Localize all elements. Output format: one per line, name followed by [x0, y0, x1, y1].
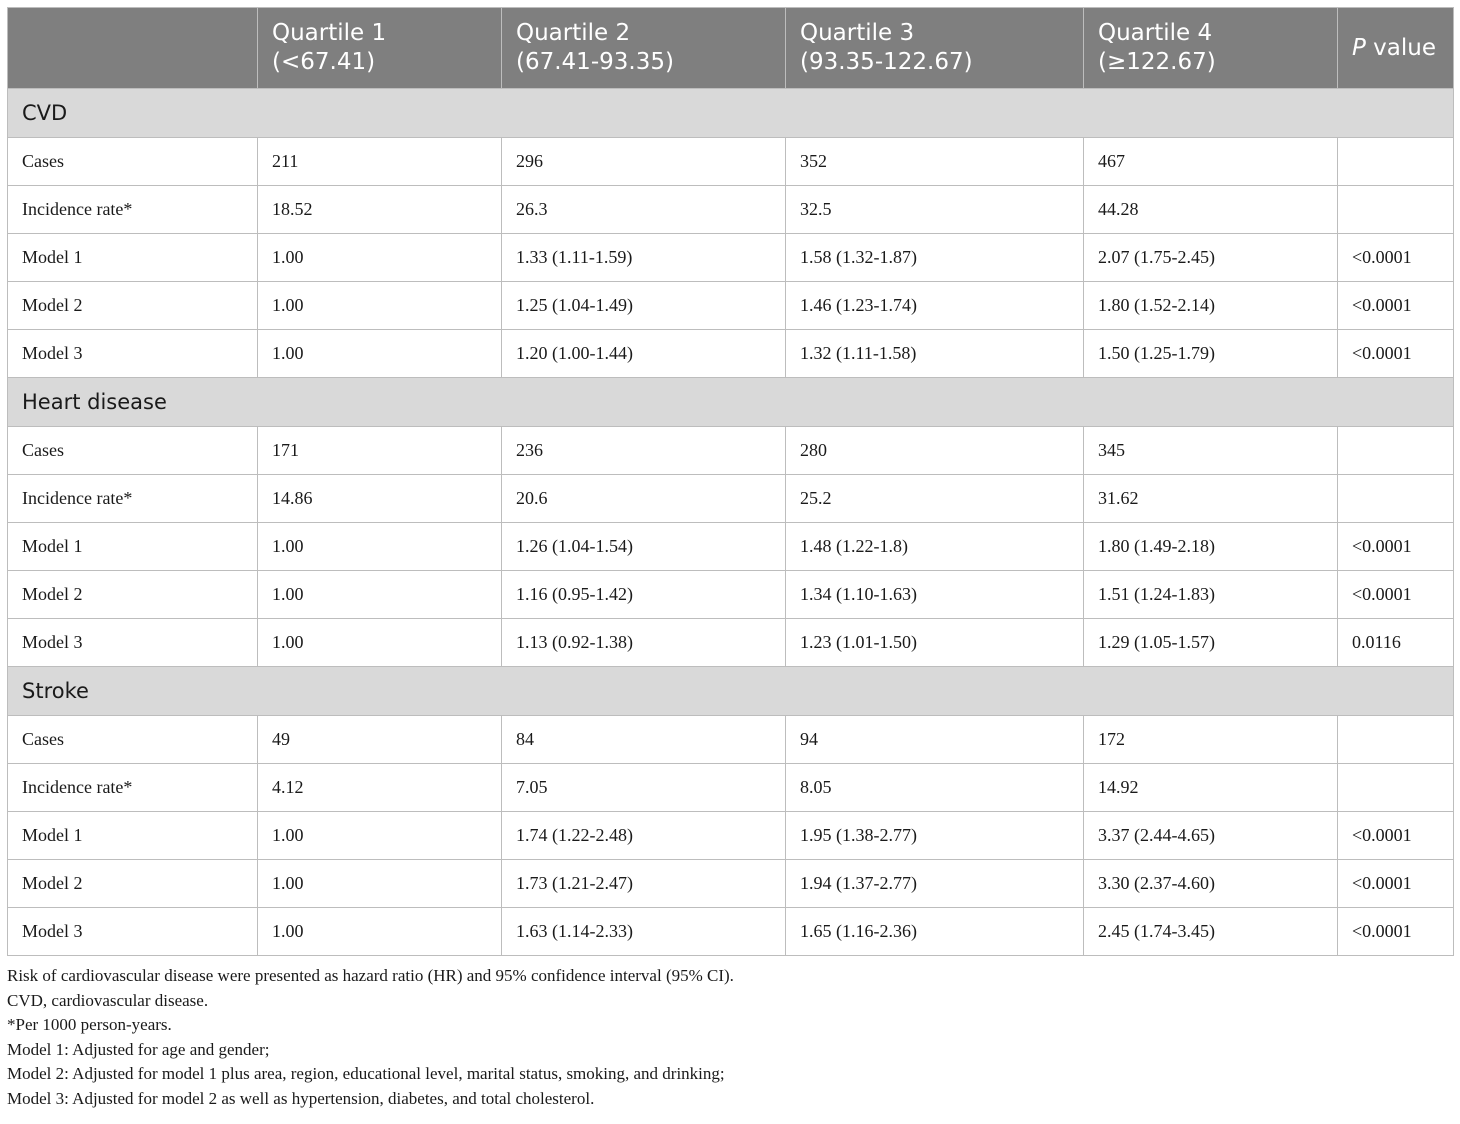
- header-empty-cell: [8, 8, 258, 89]
- header-quartile-4-range: (≥122.67): [1098, 49, 1216, 75]
- cell-q1: 171: [258, 427, 502, 475]
- cell-q1: 1.00: [258, 330, 502, 378]
- cell-q1: 1.00: [258, 908, 502, 956]
- cell-p-value: [1338, 138, 1454, 186]
- table-row: [8, 427, 1454, 475]
- cell-q1: 1.00: [258, 619, 502, 667]
- header-quartile-4-name: Quartile 4: [1098, 20, 1213, 46]
- row-label: Incidence rate*: [8, 475, 258, 523]
- table-row: [8, 812, 1454, 860]
- row-label: Model 1: [8, 523, 258, 571]
- cell-p-value: <0.0001: [1338, 234, 1454, 282]
- cell-q2: 1.25 (1.04-1.49): [502, 282, 786, 330]
- footnote: Model 3: Adjusted for model 2 as well as hypertension, diabetes, and total cholesterol.: [7, 1088, 595, 1108]
- cell-q2: 7.05: [502, 764, 786, 812]
- cell-q1: 1.00: [258, 860, 502, 908]
- cell-q1: 1.00: [258, 282, 502, 330]
- header-quartile-1-range: (<67.41): [272, 49, 376, 75]
- header-quartile-2: [502, 8, 786, 89]
- footnote: Model 1: Adjusted for age and gender;: [7, 1039, 270, 1059]
- cell-q4: 31.62: [1084, 475, 1338, 523]
- cell-q2: 1.33 (1.11-1.59): [502, 234, 786, 282]
- cell-q2: 1.26 (1.04-1.54): [502, 523, 786, 571]
- table-row: [8, 475, 1454, 523]
- results-table-container: [7, 7, 1453, 1112]
- cell-p-value: <0.0001: [1338, 908, 1454, 956]
- cell-q4: 1.80 (1.49-2.18): [1084, 523, 1338, 571]
- row-label: Incidence rate*: [8, 764, 258, 812]
- cell-p-value: <0.0001: [1338, 860, 1454, 908]
- table-row: [8, 716, 1454, 764]
- cell-q4: 3.30 (2.37-4.60): [1084, 860, 1338, 908]
- section-title: Stroke: [8, 667, 1454, 716]
- cell-q2: 26.3: [502, 186, 786, 234]
- cell-q1: 1.00: [258, 571, 502, 619]
- cell-q2: 236: [502, 427, 786, 475]
- header-quartile-4: [1084, 8, 1338, 89]
- row-label: Model 2: [8, 571, 258, 619]
- header-quartile-2-name: Quartile 2: [516, 20, 631, 46]
- row-label: Model 3: [8, 619, 258, 667]
- footnote: CVD, cardiovascular disease.: [7, 990, 209, 1010]
- cell-q3: 94: [786, 716, 1084, 764]
- cell-p-value: [1338, 186, 1454, 234]
- footnote: *Per 1000 person-years.: [7, 1015, 172, 1035]
- footnote: Risk of cardiovascular disease were presented as hazard ratio (HR) and 95% confidence interval (95% CI).: [7, 966, 734, 985]
- cell-p-value: <0.0001: [1338, 571, 1454, 619]
- cell-q3: 25.2: [786, 475, 1084, 523]
- cell-q3: 1.32 (1.11-1.58): [786, 330, 1084, 378]
- row-label: Model 1: [8, 234, 258, 282]
- cell-q1: 211: [258, 138, 502, 186]
- header-quartile-1-name: Quartile 1: [272, 20, 387, 46]
- cell-p-value: [1338, 475, 1454, 523]
- cell-q3: 1.23 (1.01-1.50): [786, 619, 1084, 667]
- cell-q2: 1.63 (1.14-2.33): [502, 908, 786, 956]
- cell-q1: 1.00: [258, 523, 502, 571]
- cell-q1: 49: [258, 716, 502, 764]
- cell-q3: 1.65 (1.16-2.36): [786, 908, 1084, 956]
- cell-q3: 280: [786, 427, 1084, 475]
- cell-q2: 1.20 (1.00-1.44): [502, 330, 786, 378]
- cell-q3: 1.95 (1.38-2.77): [786, 812, 1084, 860]
- cell-q2: 1.13 (0.92-1.38): [502, 619, 786, 667]
- cell-q2: 1.74 (1.22-2.48): [502, 812, 786, 860]
- cell-q4: 467: [1084, 138, 1338, 186]
- cell-q2: 20.6: [502, 475, 786, 523]
- table-row: [8, 764, 1454, 812]
- cell-q4: 14.92: [1084, 764, 1338, 812]
- row-label: Model 2: [8, 282, 258, 330]
- cell-q3: 32.5: [786, 186, 1084, 234]
- cell-q3: 1.34 (1.10-1.63): [786, 571, 1084, 619]
- hazard-ratio-table: [7, 7, 1454, 956]
- table-row: [8, 860, 1454, 908]
- cell-p-value: [1338, 716, 1454, 764]
- cell-q3: 352: [786, 138, 1084, 186]
- cell-q2: 1.73 (1.21-2.47): [502, 860, 786, 908]
- cell-q4: 1.29 (1.05-1.57): [1084, 619, 1338, 667]
- table-row: [8, 282, 1454, 330]
- header-p-value-word: value: [1365, 34, 1437, 61]
- cell-p-value: 0.0116: [1338, 619, 1454, 667]
- cell-p-value: [1338, 764, 1454, 812]
- table-row: [8, 330, 1454, 378]
- cell-q1: 18.52: [258, 186, 502, 234]
- table-row: [8, 571, 1454, 619]
- cell-q3: 8.05: [786, 764, 1084, 812]
- cell-q4: 1.50 (1.25-1.79): [1084, 330, 1338, 378]
- cell-q4: 44.28: [1084, 186, 1338, 234]
- row-label: Cases: [8, 427, 258, 475]
- table-body: [8, 89, 1454, 956]
- section-title: CVD: [8, 89, 1454, 138]
- section-row-stroke: [8, 667, 1454, 716]
- footnote: Model 2: Adjusted for model 1 plus area, region, educational level, marital status, smoking, and drinking;: [7, 1064, 725, 1084]
- header-p-value: [1338, 8, 1454, 89]
- row-label: Model 3: [8, 330, 258, 378]
- section-title: Heart disease: [8, 378, 1454, 427]
- table-footnotes: [7, 964, 1453, 1112]
- cell-q4: 1.51 (1.24-1.83): [1084, 571, 1338, 619]
- row-label: Model 1: [8, 812, 258, 860]
- table-row: [8, 138, 1454, 186]
- cell-q4: 3.37 (2.44-4.65): [1084, 812, 1338, 860]
- header-quartile-2-range: (67.41-93.35): [516, 49, 674, 75]
- cell-q1: 1.00: [258, 234, 502, 282]
- table-header: [8, 8, 1454, 89]
- table-row: [8, 523, 1454, 571]
- section-row-cvd: [8, 89, 1454, 138]
- header-p-letter: P: [1352, 34, 1366, 61]
- cell-q2: 84: [502, 716, 786, 764]
- cell-q4: 172: [1084, 716, 1338, 764]
- header-quartile-3-range: (93.35-122.67): [800, 49, 973, 75]
- table-row: [8, 234, 1454, 282]
- cell-q1: 14.86: [258, 475, 502, 523]
- cell-p-value: <0.0001: [1338, 330, 1454, 378]
- cell-p-value: <0.0001: [1338, 523, 1454, 571]
- cell-q1: 1.00: [258, 812, 502, 860]
- cell-q1: 4.12: [258, 764, 502, 812]
- cell-q4: 1.80 (1.52-2.14): [1084, 282, 1338, 330]
- header-quartile-3-name: Quartile 3: [800, 20, 915, 46]
- row-label: Incidence rate*: [8, 186, 258, 234]
- header-quartile-1: [258, 8, 502, 89]
- row-label: Model 2: [8, 860, 258, 908]
- header-row: [8, 8, 1454, 89]
- cell-q3: 1.46 (1.23-1.74): [786, 282, 1084, 330]
- cell-p-value: <0.0001: [1338, 282, 1454, 330]
- table-row: [8, 908, 1454, 956]
- cell-q4: 2.45 (1.74-3.45): [1084, 908, 1338, 956]
- cell-p-value: <0.0001: [1338, 812, 1454, 860]
- cell-p-value: [1338, 427, 1454, 475]
- cell-q2: 1.16 (0.95-1.42): [502, 571, 786, 619]
- table-row: [8, 186, 1454, 234]
- cell-q3: 1.58 (1.32-1.87): [786, 234, 1084, 282]
- header-quartile-3: [786, 8, 1084, 89]
- cell-q2: 296: [502, 138, 786, 186]
- row-label: Model 3: [8, 908, 258, 956]
- cell-q3: 1.94 (1.37-2.77): [786, 860, 1084, 908]
- cell-q4: 345: [1084, 427, 1338, 475]
- cell-q3: 1.48 (1.22-1.8): [786, 523, 1084, 571]
- row-label: Cases: [8, 716, 258, 764]
- cell-q4: 2.07 (1.75-2.45): [1084, 234, 1338, 282]
- table-row: [8, 619, 1454, 667]
- row-label: Cases: [8, 138, 258, 186]
- section-row-heart-disease: [8, 378, 1454, 427]
